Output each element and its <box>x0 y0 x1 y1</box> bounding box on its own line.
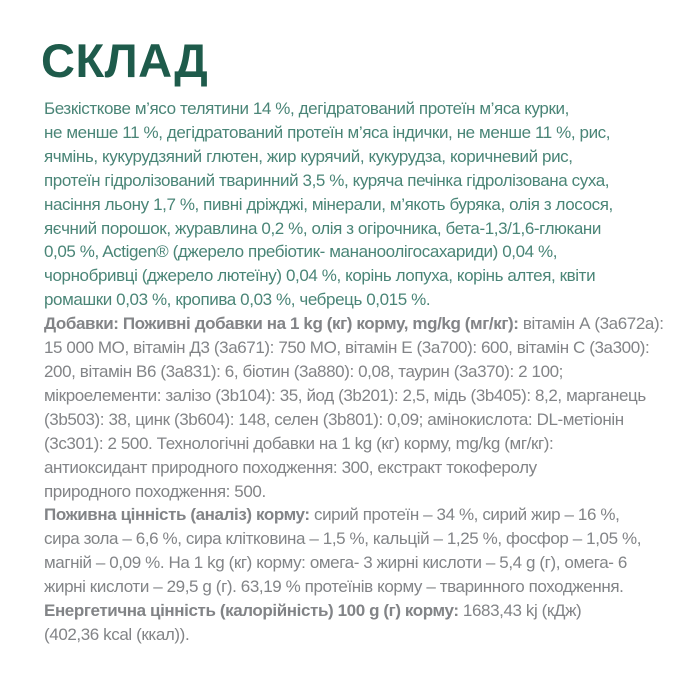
text-line <box>44 432 684 456</box>
text-line <box>44 217 684 241</box>
text-segment: насіння льону 1,7 %, пивні дріжджі, мінерали, м’якоть буряка, олія з лосося, <box>44 194 613 214</box>
text-segment: 0,05 %, Actigen® (джерело пребіотик- мананоолігосахариди) 0,04 %, <box>44 242 558 262</box>
text-segment: мікроелементи: залізо (3b104): 35, йод (3b201): 2,5, мідь (3b405): 8,2, марганець <box>44 385 646 405</box>
text-segment: (3c301): 2 500. Технологічні добавки на 1 kg (кг) корму, mg/kg (мг/кг): <box>44 433 554 453</box>
text-line <box>44 240 684 264</box>
text-block <box>44 97 684 647</box>
text-segment: чорнобривці (джерело лютеїну) 0,04 %, корінь лопуха, корінь алтея, квіти <box>44 266 596 286</box>
bold-label: Енергетична цінність (калорійність) 100 g (г) корму: <box>44 601 459 621</box>
text-segment: (3b503): 38, цинк (3b604): 148, селен (3b801): 0,09; амінокислота: DL-метіонін <box>44 409 624 429</box>
text-segment: (402,36 kcal (ккал)). <box>44 624 190 644</box>
text-line <box>44 623 684 647</box>
text-line <box>44 145 684 169</box>
text-segment: магній – 0,09 %. На 1 kg (кг) корму: омега- 3 жирні кислоти – 5,4 g (г), омега- 6 <box>44 553 627 573</box>
text-line <box>44 169 684 193</box>
text-line <box>44 312 684 336</box>
additives-paragraph <box>44 312 684 503</box>
text-segment: ячмінь, кукурудзяний глютен, жир курячий, кукурудза, коричневий рис, <box>44 146 573 166</box>
text-segment: сирий протеїн – 34 %, сирий жир – 16 %, <box>309 505 620 525</box>
text-line <box>44 599 684 623</box>
text-segment: ромашки 0,03 %, кропива 0,03 %, чебрець 0,015 %. <box>44 290 431 310</box>
text-segment: антиоксидант природного походження: 300, екстракт токоферолу <box>44 457 537 477</box>
nutritional-value-paragraph <box>44 503 684 599</box>
text-segment: 15 000 МО, вітамін Д3 (3a671): 750 МО, вітамін Е (3a700): 600, вітамін С (3a300): <box>44 338 650 358</box>
text-line <box>44 456 684 480</box>
bold-label: Поживна цінність (аналіз) корму: <box>44 505 310 525</box>
text-segment: протеїн гідролізований тваринний 3,5 %, куряча печінка гідролізована суха, <box>44 170 610 190</box>
ingredients-paragraph <box>44 97 684 312</box>
text-line <box>44 503 684 527</box>
composition-title: СКЛАД <box>41 34 209 87</box>
text-line <box>44 480 684 504</box>
text-segment: природного походження: 500. <box>44 481 266 501</box>
text-line <box>44 193 684 217</box>
text-segment: 1683,43 kj (кДж) <box>458 601 582 621</box>
text-line <box>44 360 684 384</box>
text-line <box>44 408 684 432</box>
text-line <box>44 264 684 288</box>
text-line <box>44 336 684 360</box>
text-line <box>44 288 684 312</box>
text-line <box>44 551 684 575</box>
text-line <box>44 575 684 599</box>
text-line <box>44 527 684 551</box>
text-segment: яєчний порошок, журавлина 0,2 %, олія з огірочника, бета-1,3/1,6-глюкани <box>44 218 601 238</box>
text-segment: сира зола – 6,6 %, сира клітковина – 1,5 %, кальцій – 1,25 %, фосфор – 1,05 %, <box>44 529 642 549</box>
text-line <box>44 97 684 121</box>
text-line <box>44 121 684 145</box>
text-segment: вітамін А (3a672a): <box>518 314 664 334</box>
text-segment: жирні кислоти – 29,5 g (г). 63,19 % протеїнів корму – тваринного походження. <box>44 577 624 597</box>
text-segment: не менше 11 %, дегідратований протеїн м’яса індички, не менше 11 %, рис, <box>44 122 611 142</box>
text-line <box>44 384 684 408</box>
text-segment: 200, вітамін В6 (3a831): 6, біотин (3a880): 0,08, таурин (3a370): 2 100; <box>44 361 564 381</box>
energy-value-paragraph <box>44 599 684 647</box>
text-segment: Безкісткове м’ясо телятини 14 %, дегідратований протеїн м’яса курки, <box>44 99 569 118</box>
bold-label: Добавки: Поживні добавки на 1 kg (кг) корму, mg/kg (мг/кг): <box>44 314 519 334</box>
